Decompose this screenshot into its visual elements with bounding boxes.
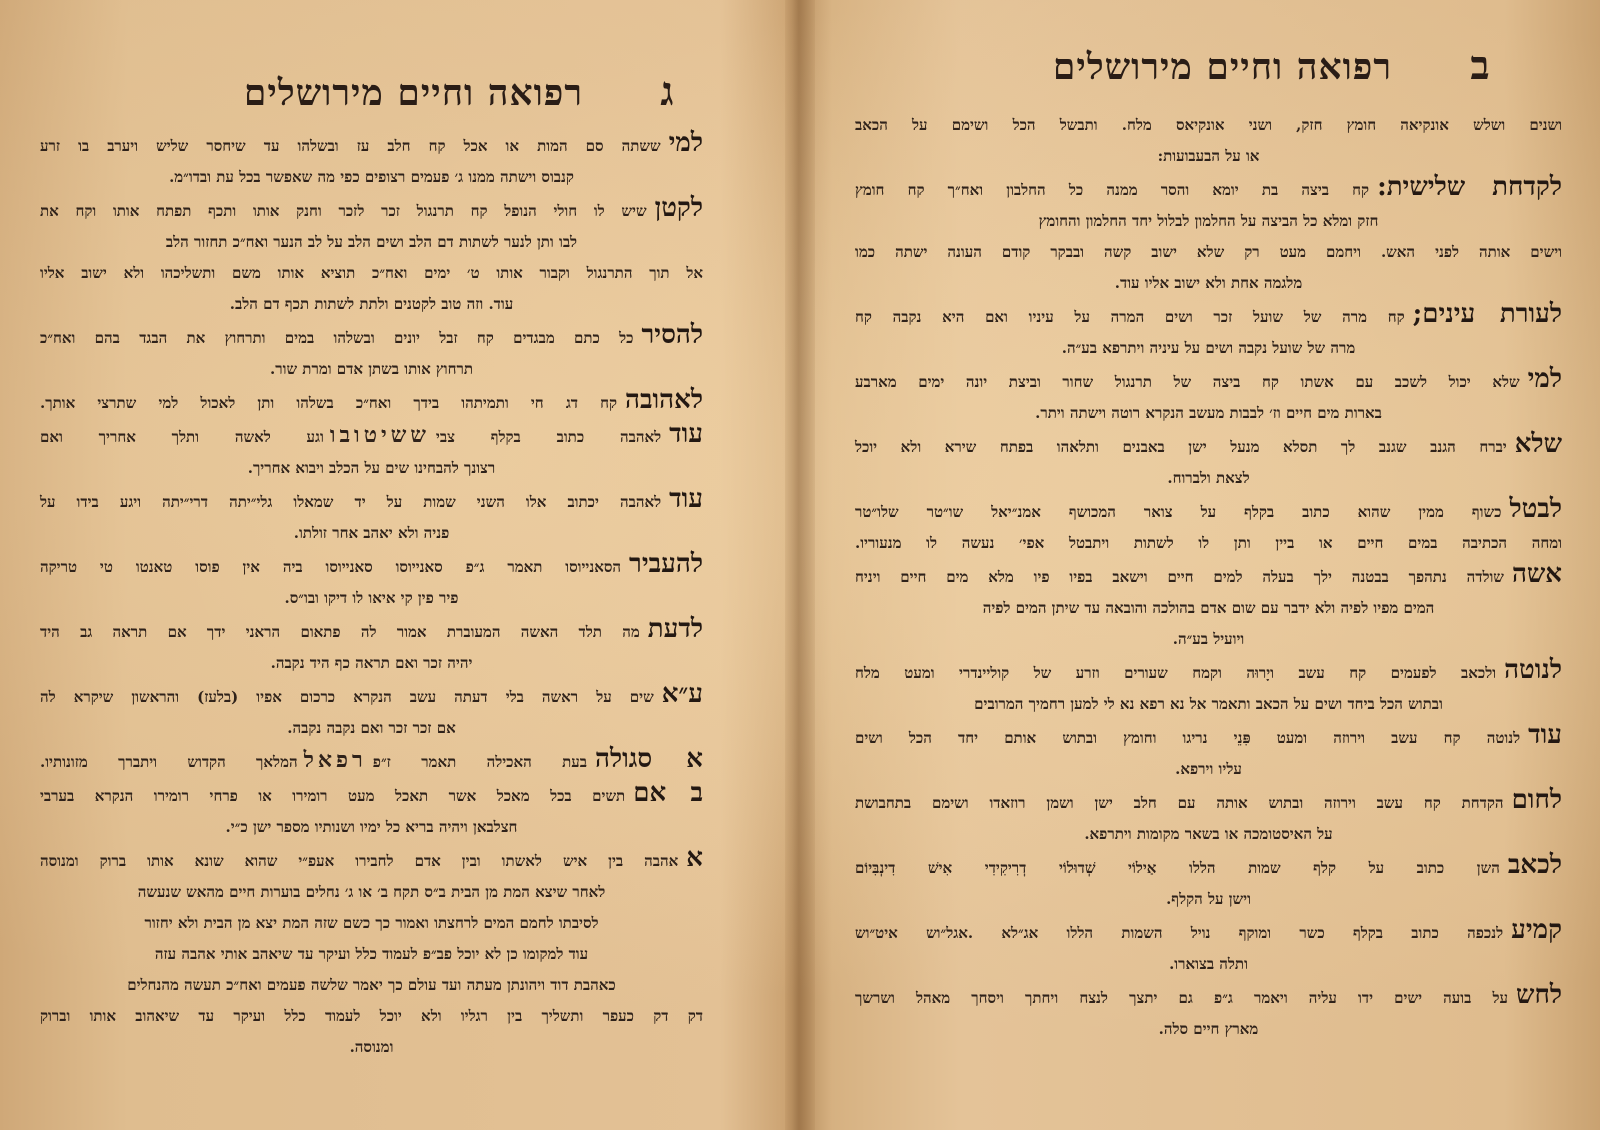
entry-heading: א: [686, 843, 703, 873]
emphasized-word: רפאל: [303, 747, 367, 773]
entry-heading: לבטל: [1509, 494, 1562, 524]
entry-line: [855, 819, 1562, 850]
entry-text: חצלבאן ויהיה בריא כל ימיו ושנותיו מספר ישן כ״י.: [225, 818, 518, 836]
entry-first-line: [40, 778, 703, 812]
entry-text: השן כתוב על קלף שמות הללו אַילוֹי שְׁדוּלוֹי דְרִיקִידִי אִישׁ דִינְבִּיוֹם: [855, 859, 1500, 877]
entry-first-line: [40, 679, 703, 713]
right-page-header: [1005, 42, 1520, 89]
entry-text: ותלה בצוארו.: [1169, 955, 1248, 973]
remedy-entry: [855, 980, 1562, 1045]
entry-text: שולדה נתהפך בבטנה ילך בעלה למים חיים וישאב בפיו פיו מלא מים חיים ויניח: [855, 568, 1504, 586]
left-page-header: [200, 68, 707, 115]
entry-line: [855, 141, 1562, 172]
remedy-entry: [40, 193, 703, 320]
entry-first-line: [40, 744, 703, 778]
entry-line: [40, 1001, 703, 1032]
entry-line: [855, 754, 1562, 785]
entry-text: מרה של שועל נקבה ושים על עיניה ויתרפא בע״ה.: [1061, 339, 1356, 357]
entry-text: על בועה ישים ידו עליה ויאמר ג״פ גם יתצך לנצח ויחתך ויסחך מאהל ושרשך: [855, 989, 1509, 1007]
entry-line: [40, 354, 703, 385]
entry-text: ושנים ושלש אונקיאה חומץ חזק, ושני אונקיאס מלח. ותבשל הכל ושימם על הכאב: [855, 116, 1562, 134]
remedy-entry: [40, 843, 703, 1063]
entry-text: יברח הגנב שגנב לך תסלא מנעל ישן באבנים ותלאהו בפתח שירא ולא יוכל: [855, 438, 1507, 456]
remedy-entry: [40, 419, 703, 484]
entry-text: אהבה בין איש לאשתו ובין אדם לחבירו אעפ״י שהוא שונא אותו ברוק ומנוסה: [40, 852, 679, 870]
remedy-entry: [40, 614, 703, 679]
entry-text: ולכאב לפעמים קח עשב ויָרוּה וקמח שעורים וזרע של קוליינדרי ומעט מלח: [855, 664, 1497, 682]
remedy-entry: [855, 850, 1562, 915]
entry-first-line: [40, 193, 703, 227]
remedy-entry: [855, 915, 1562, 980]
entry-text: כל כתם מבגדים קח זבל יונים ובשלהו במים ותרחוץ את הבגד בהם ואח״כ: [40, 329, 634, 347]
entry-heading: לדעת: [647, 614, 703, 644]
entry-text: לבו ותן לנער לשתות דם הלב ושים הלב על לב הנער ואח״כ תחזור הלב: [165, 233, 578, 251]
entry-first-line: [855, 980, 1562, 1014]
entry-text: פיר פין קי איאו לו דיקו ובו״ס.: [284, 589, 459, 607]
entry-text: וישן על הקלף.: [1166, 890, 1251, 908]
left-page-body: [40, 128, 703, 1063]
entry-line: [855, 884, 1562, 915]
entry-line: [40, 258, 703, 289]
entry-text: המים מפיו לפיה ולא ידבר עם שום אדם בהולכה והובאה עד שיתן המים לפיה: [982, 599, 1435, 617]
entry-line: [40, 812, 703, 843]
entry-first-line: [855, 110, 1562, 141]
entry-text: לנכפה כתוב בקלף כשר ומוקף נויל השמות הללו אג״לא .אגל״וש איט״וש: [855, 924, 1504, 942]
entry-text: פניה ולא יאהב אחר זולתו.: [293, 524, 450, 542]
entry-heading: לחום: [1511, 785, 1562, 815]
entry-heading: עוד: [669, 484, 703, 514]
entry-text: מארץ חיים סלה.: [1158, 1020, 1259, 1038]
entry-line: [855, 268, 1562, 299]
remedy-entry: [855, 494, 1562, 559]
entry-first-line: [40, 385, 703, 419]
entry-text: אל תוך התרנגול וקבור אותו ט׳ ימים ואח״כ תוציא אותו משם ותשליכהו ולא ישוב אליו: [40, 264, 703, 282]
entry-text: קח מרה של שועל זכר ושים המרה על עיניו ואם היא נקבה קח: [855, 308, 1405, 326]
remedy-entry: [855, 110, 1562, 172]
entry-text: יהיה זכר ואם תראה כף היד נקבה.: [270, 654, 473, 672]
entry-line: [855, 463, 1562, 494]
entry-line: [855, 237, 1562, 268]
entry-first-line: [855, 299, 1562, 333]
entry-heading: ב אם: [633, 778, 703, 808]
entry-heading: עוד: [1528, 720, 1562, 750]
right-page-body: [855, 110, 1562, 1045]
entry-line: [855, 949, 1562, 980]
remedy-entry: [855, 299, 1562, 364]
entry-text: תרחוץ אותו בשתן אדם ומרת שור.: [270, 360, 473, 378]
entry-text: קנבוס וישתה ממנו ג׳ פעמים רצופים כפי מה שאפשר בכל עת ובדו״מ.: [169, 168, 574, 186]
entry-line: [40, 1032, 703, 1063]
remedy-entry: [855, 364, 1562, 429]
entry-text: לנוטה קח עשב וירוזה ומעט פִּנֵי נריגו וחומץ ובתוש אותם יחד הכל ושים: [855, 729, 1521, 747]
entry-text: לאחר שיצא המת מן הבית ב״ס תקח ב׳ או ג׳ נחלים בוערות חיים מהאש שנעשה: [137, 883, 606, 901]
entry-first-line: [40, 128, 703, 162]
entry-line: [40, 908, 703, 939]
remedy-entry: [855, 559, 1562, 655]
entry-line: [40, 970, 703, 1001]
entry-text: לאהבה יכתוב אלו השני שמות על יד שמאלו גלי״יתה דרי״יתה ויגע בידו על: [40, 493, 662, 511]
entry-text: תשים בכל מאכל אשר תאכל מעט רומירו או פרחי רומירו הנקרא בערבי: [40, 787, 626, 805]
page-number: ג: [660, 68, 674, 115]
entry-heading: למי: [1527, 364, 1562, 394]
entry-line: [855, 398, 1562, 429]
entry-text: ובתוש הכל ביחד ושים על הכאב ותאמר אל נא רפא נא לי למען רחמיך המרובים: [974, 695, 1443, 713]
entry-first-line: [855, 559, 1562, 593]
entry-heading: להעביר: [629, 549, 703, 579]
entry-heading: לקדחת שלישית:: [1377, 172, 1562, 202]
entry-line: [40, 162, 703, 193]
entry-heading: ע״א: [661, 679, 703, 709]
remedy-entry: [40, 679, 703, 744]
entry-text: עוד. וזה טוב לקטנים ולתת לשתות תכף דם הלב.: [229, 295, 514, 313]
page-number: ב: [1470, 42, 1490, 89]
entry-text: המלאך הקדוש ויתברך מזונותיו.: [40, 753, 298, 771]
entry-heading: שלא: [1514, 429, 1562, 459]
entry-text: ששתה סם המות או אכל קח חלב עז ובשלהו עד שיחסר שליש ויערב בו זרע: [40, 137, 661, 155]
entry-line: [855, 593, 1562, 624]
entry-first-line: [40, 419, 703, 453]
entry-line: [40, 453, 703, 484]
entry-text: ויועיל בע״ה.: [1172, 630, 1245, 648]
entry-first-line: [855, 850, 1562, 884]
entry-text: בארות מים חיים וז׳ לבבות מעשב הנקרא רוטה וישתה ויתר.: [1035, 404, 1382, 422]
entry-line: [855, 206, 1562, 237]
entry-text: לאהבה כתוב בקלף צבי: [435, 428, 662, 446]
running-title: רפואה וחיים מירושלים: [243, 72, 584, 114]
entry-line: [40, 583, 703, 614]
entry-line: [855, 624, 1562, 655]
entry-first-line: [855, 364, 1562, 398]
entry-heading: לעורת עינים;: [1412, 299, 1562, 329]
entry-text: לצאת ולברוח.: [1167, 469, 1250, 487]
entry-text: כאהבת דוד ויהונתן מעתה ועד עולם כך יאמר שלשה פעמים ואח״כ תעשה מהנחלים: [127, 976, 616, 994]
entry-line: [40, 518, 703, 549]
entry-line: [40, 939, 703, 970]
emphasized-word: ששיטובו: [329, 422, 430, 448]
remedy-entry: [855, 429, 1562, 494]
remedy-entry: [855, 172, 1562, 299]
entry-text: מלגמה אחת ולא ישוב אליו עוד.: [1114, 274, 1303, 292]
entry-first-line: [855, 494, 1562, 528]
remedy-entry: [40, 549, 703, 614]
entry-text: כשוף ממין שהוא כתוב בקלף על צואר המכושף אמנ״יאל שו״טר שלו״טר: [855, 503, 1502, 521]
entry-line: [40, 648, 703, 679]
entry-heading: לכאב: [1507, 850, 1562, 880]
entry-line: [855, 1014, 1562, 1045]
entry-text: הסאנייוסו תאמר ג״פ סאנייוסו סאנייוסו ביה אין פוסו טאנטו טי טריקה: [40, 558, 622, 576]
entry-heading: קמיע: [1511, 915, 1562, 945]
entry-first-line: [40, 843, 703, 877]
entry-heading: לקטן: [654, 193, 703, 223]
right-page: [815, 0, 1600, 1130]
entry-line: [40, 713, 703, 744]
entry-heading: להסיר: [641, 320, 703, 350]
entry-first-line: [855, 720, 1562, 754]
entry-heading: א סגולה: [594, 744, 704, 774]
entry-first-line: [855, 915, 1562, 949]
remedy-entry: [40, 128, 703, 193]
remedy-entry: [40, 744, 703, 778]
entry-heading: למי: [668, 128, 703, 158]
remedy-entry: [40, 484, 703, 549]
entry-text: שלא יכול לשכב עם אשתו קח ביצה של תרנגול שחור וביצת יונה ימים מארבע: [855, 373, 1520, 391]
entry-text: שיש לו חולי הנופל קח תרנגול זכר לזכר וחנק אותו ותכף תפתח אותו וקח את: [40, 202, 647, 220]
entry-first-line: [40, 484, 703, 518]
entry-text: עוד למקומו כן לא יוכל פב״פ לעמוד כלל ועיקר עד שיאהב אותי אהבה עזה: [154, 945, 589, 963]
entry-heading: אשה: [1511, 559, 1562, 589]
entry-first-line: [40, 549, 703, 583]
entry-first-line: [855, 785, 1562, 819]
left-page: [0, 0, 785, 1130]
entry-first-line: [40, 320, 703, 354]
entry-line: [855, 689, 1562, 720]
entry-heading: עוד: [669, 419, 703, 449]
entry-heading: לנוטה: [1504, 655, 1562, 685]
entry-text: בעת האכילה תאמר ז״פ: [372, 753, 587, 771]
entry-heading: לאהובה: [625, 385, 703, 415]
entry-first-line: [855, 429, 1562, 463]
entry-text: חזק ומלא כל הביצה על החלמון לבלול יחד החלמון והחומץ: [1038, 212, 1379, 230]
running-title: רפואה וחיים מירושלים: [1052, 46, 1393, 88]
entry-text: וגע לאשה ותלך אחריך ואם: [40, 428, 324, 446]
entry-text: ומנוסה.: [349, 1038, 394, 1056]
entry-first-line: [855, 655, 1562, 689]
remedy-entry: [855, 655, 1562, 720]
entry-line: [40, 877, 703, 908]
remedy-entry: [855, 785, 1562, 850]
entry-text: על האיסטומכה או בשאר מקומות ויתרפא.: [1084, 825, 1333, 843]
remedy-entry: [40, 778, 703, 843]
entry-first-line: [40, 614, 703, 648]
entry-text: מה תלד האשה המעוברת אמור לה פתאום הראני ידך אם תראה גב היד: [40, 623, 640, 641]
entry-text: קח דג חי ותמיתהו בידך ואח״כ בשלהו ותן לאכול למי שתרצי אותך.: [40, 394, 618, 412]
entry-text: קח ביצה בת יומא והסר ממנה כל החלבון ואח״ך קח חומץ: [855, 181, 1370, 199]
entry-text: וישים אותה לפני האש. ויחמם מעט רק שלא ישוב קשה ובבקר קודם העונה ישתה כמו: [855, 243, 1562, 261]
entry-line: [40, 289, 703, 320]
entry-line: [40, 227, 703, 258]
entry-text: שים על ראשה בלי דעתה עשב הנקרא כרכום אפיו (בלעז) והראשון שיקרא לה: [40, 688, 654, 706]
entry-first-line: [855, 172, 1562, 206]
remedy-entry: [40, 320, 703, 385]
entry-text: ומחה הכתיבה במים חיים או ביין ותן לו לשתות ויתבטל אפי׳ נעשה לו מנעוריו.: [855, 534, 1562, 552]
entry-text: אם זכר זכר ואם נקבה נקבה.: [287, 719, 456, 737]
entry-text: או על הבעבועות:: [1157, 147, 1260, 165]
entry-text: דק דק כעפר ותשליך בין רגליו ולא יוכל לעמוד כלל ועיקר עד שיאהוב אותו וברוק: [40, 1007, 703, 1025]
remedy-entry: [855, 720, 1562, 785]
remedy-entry: [40, 385, 703, 419]
entry-text: לסיבתו לחמם המים לרחצתו ואמור כך כשם שזה המת יצא מן הבית ולא יחזור: [144, 914, 599, 932]
entry-text: רצונך להבחינו שים על הכלב ויבוא אחריך.: [247, 459, 496, 477]
book-gutter: [785, 0, 815, 1130]
entry-heading: לחש: [1516, 980, 1562, 1010]
entry-line: [855, 333, 1562, 364]
entry-text: עליו וירפא.: [1175, 760, 1242, 778]
entry-line: [855, 528, 1562, 559]
entry-text: הקדחת קח עשב וירוזה ובתוש אותה עם חלב ישן ושמן רוזאדו ושימם בתחבושת: [855, 794, 1504, 812]
